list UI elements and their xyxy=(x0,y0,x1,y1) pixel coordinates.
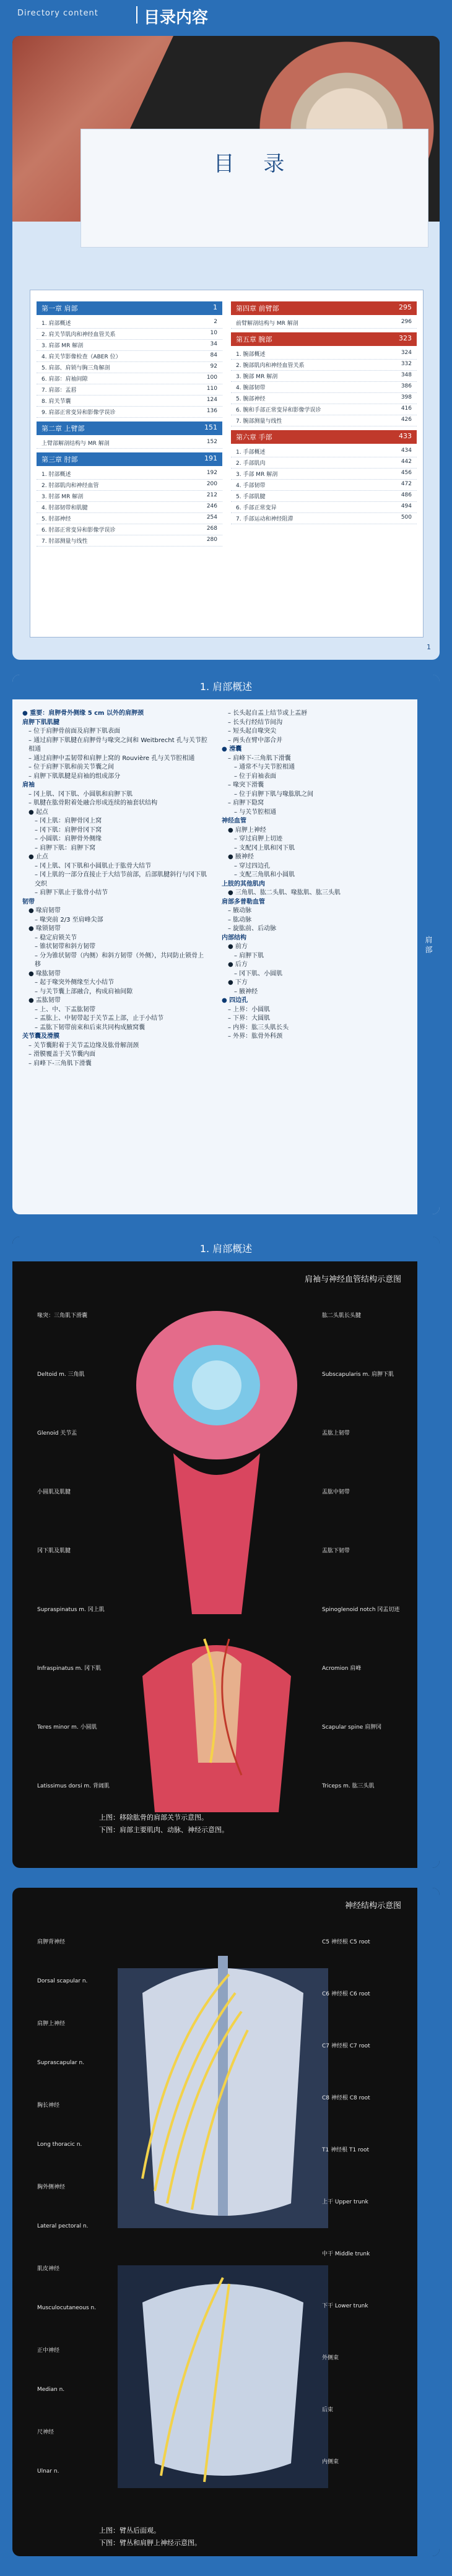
toc-entry-title: 6. 腕和手部正常变异和影像学误诊 xyxy=(236,407,321,413)
anatomy-label: Lateral pectoral n. xyxy=(37,2223,89,2229)
toc-entry-title: 6. 手部正常变异 xyxy=(236,505,277,511)
anatomy-label: 内侧束 xyxy=(322,2459,339,2465)
overview-line: – 支配冈上肌和冈下肌 xyxy=(234,844,295,852)
anatomy-label: Latissimus dorsi m. 背阔肌 xyxy=(37,1783,110,1789)
toc-entry-title: 1. 肩部概述 xyxy=(41,321,71,327)
overview-line: ● 重要：肩胛骨外侧缘 5 cm 以外的肩胛颈 xyxy=(22,710,144,717)
toc-chapter-header[interactable] xyxy=(37,421,222,435)
toc-entry-title: 1. 手部概述 xyxy=(236,449,266,456)
toc-entry-page: 2 xyxy=(214,319,217,325)
anatomy-label: Dorsal scapular n. xyxy=(37,1978,88,1984)
anatomy-label: C8 神经根 C8 root xyxy=(322,2095,370,2101)
toc-entry[interactable] xyxy=(231,513,417,524)
toc-entry-title: 5. 手部肌腱 xyxy=(236,494,266,500)
toc-entry[interactable] xyxy=(231,360,417,371)
toc-entry-page: 472 xyxy=(401,481,412,487)
toc-entry-title: 7. 肩部：盂唇 xyxy=(41,387,77,394)
header-english-label: Directory content xyxy=(17,9,98,18)
chapter-page: 151 xyxy=(204,423,217,431)
contents-title: 目 录 xyxy=(213,152,296,176)
overview-line: ● 肩胛上神经 xyxy=(228,826,266,834)
overview-line: ● 下方 xyxy=(228,979,248,986)
overview-line: – 肩胛下肌 xyxy=(234,952,264,959)
toc-entry-page: 10 xyxy=(210,330,217,336)
overview-line: – 外界：肱骨外科颈 xyxy=(228,1033,283,1040)
overview-line: – 长头起自盂上结节或上盂唇 xyxy=(228,710,308,717)
anatomy-label: 肩胛背神经 xyxy=(37,1939,66,1945)
anatomy-label: Suprascapular n. xyxy=(37,2060,85,2066)
overview-line: 韧带 xyxy=(22,898,35,905)
overview-line: – 冈下肌、小圆肌 xyxy=(234,970,283,977)
toc-entry-page: 110 xyxy=(206,386,217,392)
toc-entry[interactable] xyxy=(231,491,417,502)
anatomy-label: 盂肱上韧带 xyxy=(322,1430,350,1437)
toc-entry[interactable] xyxy=(231,415,417,426)
overview-line: – 稳定肩锁关节 xyxy=(35,934,77,941)
page-number: 1 xyxy=(427,643,431,651)
toc-entry[interactable] xyxy=(231,480,417,491)
toc-entry-title: 8. 肩关节囊 xyxy=(41,399,71,405)
overview-line: – 腋动脉 xyxy=(228,907,252,914)
toc-entry-page: 500 xyxy=(401,514,412,521)
side-tab xyxy=(417,1888,440,2556)
overview-line: – 锥状韧带和斜方韧带 xyxy=(35,943,96,950)
anatomy-label: C5 神经根 C5 root xyxy=(322,1939,370,1945)
overview-line: – 肩峰下-三角肌下滑囊 xyxy=(228,754,291,762)
toc-chapter-header[interactable] xyxy=(231,430,417,444)
anatomy-label: Musculocutaneous n. xyxy=(37,2305,97,2311)
toc-chapter-header[interactable] xyxy=(37,301,222,315)
anatomy-label: 外侧束 xyxy=(322,2355,339,2361)
anatomy-label: 喙突：三角肌下滑囊 xyxy=(37,1313,88,1319)
nerve-plate xyxy=(12,1888,440,2556)
anatomy-label: Spinoglenoid notch 冈盂切迹 xyxy=(322,1607,400,1613)
toc-entry[interactable] xyxy=(37,340,222,351)
toc-entry[interactable] xyxy=(231,469,417,480)
chapter-page: 1 xyxy=(213,303,217,311)
toc-entry[interactable] xyxy=(231,382,417,393)
overview-line: ● 后方 xyxy=(228,961,248,968)
toc-entry[interactable] xyxy=(231,457,417,469)
toc-entry-page: 486 xyxy=(401,492,412,498)
toc-entry-page: 192 xyxy=(206,470,217,476)
overview-line: 关节囊及滑膜 xyxy=(22,1033,59,1040)
toc-entry-page: 434 xyxy=(401,447,412,454)
overview-line: ● 滑囊 xyxy=(222,746,242,753)
overview-line: – 位于肩袖表面 xyxy=(234,772,277,780)
overview-line: 肩袖 xyxy=(22,782,35,789)
overview-line: – 滑膜覆盖于关节囊内面 xyxy=(28,1051,96,1058)
toc-entry[interactable] xyxy=(37,384,222,395)
anatomy-label: 小圆肌及肌腱 xyxy=(37,1489,71,1495)
overview-line: – 盂肱上、中韧带起于关节盂上部，止于小结节 xyxy=(35,1015,164,1022)
toc-entry[interactable] xyxy=(231,404,417,415)
overview-line: – 肱动脉 xyxy=(228,916,252,923)
overview-line: – 关节囊附着于关节盂边缘及肱骨解剖颈 xyxy=(28,1042,139,1049)
toc-entry-title: 2. 肩关节肌肉和神经血管关系 xyxy=(41,332,116,338)
overview-line: – 通常不与关节腔相通 xyxy=(234,764,295,771)
toc-entry-page: 386 xyxy=(401,383,412,389)
anatomy-label: Deltoid m. 三角肌 xyxy=(37,1372,85,1378)
toc-entry-page: 100 xyxy=(206,374,217,381)
toc-entry[interactable] xyxy=(37,480,222,491)
toc-entry-page: 348 xyxy=(401,372,412,378)
toc-entry-page: 124 xyxy=(206,397,217,403)
toc-entry-title: 4. 肩关节影像检查（ABER 位） xyxy=(41,354,121,360)
anatomy-label: T1 神经根 T1 root xyxy=(322,2147,370,2153)
chapter-page: 433 xyxy=(399,432,412,440)
plate-header: 1. 肩部概述 xyxy=(12,1237,440,1261)
toc-entry[interactable] xyxy=(37,513,222,524)
overview-line: – 下界：大圆肌 xyxy=(228,1015,271,1022)
contents-page xyxy=(12,36,440,660)
toc-entry[interactable] xyxy=(231,318,417,329)
overview-line: ● 前方 xyxy=(228,943,248,950)
toc-entry-title: 3. 肩部 MR 解剖 xyxy=(41,343,84,349)
anatomy-label: 肩胛上神经 xyxy=(37,2021,66,2027)
overview-line: – 与关节囊上部融合，构成肩袖间隙 xyxy=(35,988,133,995)
toc-entry[interactable] xyxy=(231,393,417,404)
anatomy-label: 尺神经 xyxy=(37,2429,54,2436)
overview-line: – 肩胛下隐窝 xyxy=(228,800,264,806)
overview-line: – 肩胛下肌肌腱是肩袖的组成部分 xyxy=(28,772,121,780)
overview-line: – 肌腱在肱骨附着处融合形成连续的袖套状结构 xyxy=(28,800,158,806)
overview-line: – 位于肩胛骨前面及肩胛下肌表面 xyxy=(28,728,121,735)
toc-entry[interactable] xyxy=(37,395,222,407)
toc-entry-page: 426 xyxy=(401,417,412,423)
toc-entry-page: 268 xyxy=(206,525,217,532)
overview-line: ● 起点 xyxy=(28,808,48,816)
toc-chapter-header[interactable] xyxy=(231,301,417,315)
anatomy-label: 胸长神经 xyxy=(37,2103,60,2109)
toc-entry-title: 6. 肘部正常变异和影像学误诊 xyxy=(41,527,116,534)
overview-line: – 与关节腔相通 xyxy=(234,808,277,816)
anatomy-label: 下干 Lower trunk xyxy=(322,2303,368,2309)
toc-entry-title: 4. 肘部韧带和肌腱 xyxy=(41,505,88,511)
toc-entry[interactable] xyxy=(37,491,222,502)
toc-entry[interactable] xyxy=(37,502,222,513)
overview-line: – 喙突前 2/3 至肩峰尖部 xyxy=(35,916,103,923)
overview-line: – 位于肩胛下肌和前关节囊之间 xyxy=(28,764,115,771)
muscle-plate xyxy=(12,1237,440,1868)
toc-entry-page: 200 xyxy=(206,481,217,487)
anatomy-label: Long thoracic n. xyxy=(37,2142,82,2148)
anatomy-label: Triceps m. 肱三头肌 xyxy=(322,1783,375,1789)
overview-line: ● 喙锁韧带 xyxy=(28,925,61,932)
anatomy-label: Supraspinatus m. 冈上肌 xyxy=(37,1607,105,1613)
chapter-page: 191 xyxy=(204,454,217,462)
toc-entry-title: 3. 腕部 MR 解剖 xyxy=(236,374,278,380)
toc-entry[interactable] xyxy=(231,502,417,513)
chapter-page: 295 xyxy=(399,303,412,311)
overview-line: – 冈下肌：肩胛骨冈下窝 xyxy=(35,826,102,834)
anatomy-label: Infraspinatus m. 冈下肌 xyxy=(37,1666,102,1672)
overview-line: – 支配三角肌和小圆肌 xyxy=(234,871,295,878)
toc-entry[interactable] xyxy=(37,373,222,384)
table-of-contents xyxy=(30,290,424,638)
toc-entry[interactable] xyxy=(231,348,417,360)
overview-line: – 冈上肌的一部分直接止于大结节前部，后部肌腱斜行与冈下肌交织 xyxy=(35,871,207,888)
anatomy-label: Subscapularis m. 肩胛下肌 xyxy=(322,1372,394,1378)
overview-line: – 两头在臂中部合并 xyxy=(228,737,283,744)
overview-line: ● 腋神经 xyxy=(228,854,254,860)
overview-line: – 通过肩胛下肌腱在肩胛骨与喙突之间和 Weitbrecht 孔与关节腔相通 xyxy=(28,737,207,753)
overview-line: – 穿过肩胛上切迹 xyxy=(234,836,283,842)
toc-entry-page: 398 xyxy=(401,394,412,400)
toc-entry-title: 2. 腕部肌肉和神经血管关系 xyxy=(236,363,305,369)
overview-line: 肩胛下肌肌腱 xyxy=(22,719,59,726)
anatomy-label: Scapular spine 肩胛冈 xyxy=(322,1724,382,1731)
anatomy-label: 中干 Middle trunk xyxy=(322,2251,370,2257)
overview-line: – 肩峰下-三角肌下滑囊 xyxy=(28,1060,92,1067)
overview-line: – 分为锥状韧带（内侧）和斜方韧带（外侧），共同防止锁骨上移 xyxy=(35,952,204,968)
overview-page xyxy=(12,675,440,1214)
toc-entry-page: 34 xyxy=(210,341,217,347)
overview-line: 上肢的其他肌肉 xyxy=(222,880,265,888)
toc-entry-page: 494 xyxy=(401,503,412,509)
anatomy-label: 正中神经 xyxy=(37,2348,60,2354)
toc-entry-title: 2. 肘部肌肉和神经血管 xyxy=(41,483,99,489)
overview-line: ● 盂肱韧带 xyxy=(28,997,61,1004)
overview-line: – 穿过四边孔 xyxy=(234,862,271,870)
overview-line: – 起于喙突外侧缘至大小结节 xyxy=(35,979,115,986)
toc-entry-title: 4. 腕部韧带 xyxy=(236,385,266,391)
toc-entry-page: 280 xyxy=(206,537,217,543)
overview-line: – 上、中、下盂肱韧带 xyxy=(35,1006,96,1013)
toc-entry-title: 1. 肘部概述 xyxy=(41,472,71,478)
toc-entry-title: 7. 腕部测量与线性 xyxy=(236,418,282,425)
caption-2: 下图：肩部主要肌肉、动脉、神经示意图。 xyxy=(99,1826,228,1834)
overview-line: – 肩胛下肌：肩胛下窝 xyxy=(35,844,96,852)
side-tab xyxy=(417,1237,440,1868)
overview-line: ● 止点 xyxy=(28,854,48,860)
toc-entry-title: 7. 手部运动和神经阻滞 xyxy=(236,516,293,522)
top-header-bar xyxy=(0,0,452,30)
header-separator xyxy=(136,6,137,24)
chapter-title: 第五章 腕部 xyxy=(236,335,272,344)
overview-line: ● 三角肌、肱二头肌、喙肱肌、肱三头肌 xyxy=(228,889,341,896)
overview-line: – 肩胛下肌止于肱骨小结节 xyxy=(35,889,108,896)
chapter-title: 第四章 前臂部 xyxy=(236,305,279,313)
toc-entry-title: 4. 手部韧带 xyxy=(236,483,266,489)
anatomy-label: C7 神经根 C7 root xyxy=(322,2043,370,2049)
toc-entry-title: 5. 肘部神经 xyxy=(41,516,71,522)
overview-line: – 位于肩胛下肌与喙肱肌之间 xyxy=(234,790,314,798)
shoulder-muscle-illustration xyxy=(118,1292,316,1825)
title-band xyxy=(80,129,428,248)
overview-line: – 腋神经 xyxy=(234,988,258,995)
plate-title: 肩袖与神经血管结构示意图 xyxy=(304,1275,401,1284)
overview-line: – 内界：肱三头肌长头 xyxy=(228,1024,289,1031)
toc-entry[interactable] xyxy=(37,329,222,340)
toc-entry[interactable] xyxy=(231,371,417,382)
toc-entry[interactable] xyxy=(37,318,222,329)
toc-entry-page: 152 xyxy=(206,439,217,445)
plate-title: 神经结构示意图 xyxy=(344,1901,401,1911)
toc-entry-title: 6. 肩部：肩袖间隙 xyxy=(41,376,88,383)
overview-line: ● 四边孔 xyxy=(222,997,248,1004)
chapter-title: 第六章 手部 xyxy=(236,433,272,441)
toc-entry[interactable] xyxy=(37,407,222,418)
chapter-page: 323 xyxy=(399,334,412,342)
header-chinese-title: 目录内容 xyxy=(144,9,209,27)
toc-entry-title: 2. 手部肌肉 xyxy=(236,460,266,467)
side-tab: 肩 部 xyxy=(417,675,440,1214)
overview-line: – 小圆肌：肩胛骨外侧缘 xyxy=(35,836,102,842)
anatomy-label: Acromion 肩峰 xyxy=(322,1666,362,1672)
toc-entry-page: 254 xyxy=(206,514,217,521)
toc-entry-page: 296 xyxy=(401,319,412,325)
toc-entry-title: 3. 手部 MR 解剖 xyxy=(236,472,278,478)
anatomy-label: 胸外侧神经 xyxy=(37,2184,66,2190)
toc-right-column xyxy=(231,298,417,524)
anatomy-label: C6 神经根 C6 root xyxy=(322,1991,370,1997)
overview-line: – 上界：小圆肌 xyxy=(228,1006,271,1013)
toc-entry-title: 3. 肘部 MR 解剖 xyxy=(41,494,84,500)
toc-entry-page: 442 xyxy=(401,459,412,465)
overview-line: – 通过肩胛中盂韧带和肩胛上窝的 Rouvière 孔与关节腔相通 xyxy=(28,754,195,762)
toc-entry-title: 9. 肩部正常变异和影像学误诊 xyxy=(41,410,116,416)
chapter-title: 第三章 肘部 xyxy=(41,456,78,464)
overview-line: – 旋肱前、后动脉 xyxy=(228,925,277,932)
toc-entry-title: 5. 腕部神经 xyxy=(236,396,266,402)
overview-line: – 短头起自喙突尖 xyxy=(228,728,277,735)
anatomy-label: 盂肱中韧带 xyxy=(322,1489,350,1495)
toc-entry-title: 前臂解剖结构与 MR 解剖 xyxy=(236,321,298,327)
toc-entry-page: 332 xyxy=(401,361,412,367)
toc-entry-title: 7. 肘部测量与线性 xyxy=(41,538,88,545)
caption-1: 上图：移除肱骨的肩部关节示意图。 xyxy=(99,1813,208,1822)
anatomy-label: 上干 Upper trunk xyxy=(322,2199,368,2205)
overview-line: – 冈上肌、冈下肌和小圆肌止于肱骨大结节 xyxy=(35,862,152,870)
overview-line: – 喙突下滑囊 xyxy=(228,782,264,789)
overview-right-column xyxy=(222,709,407,1042)
anatomy-label: 后束 xyxy=(322,2407,334,2413)
toc-chapter-header[interactable] xyxy=(37,452,222,466)
anatomy-label: 肱二头肌长头腱 xyxy=(322,1313,362,1319)
toc-entry[interactable] xyxy=(37,351,222,362)
overview-line: – 冈上肌：肩胛骨冈上窝 xyxy=(35,818,102,824)
toc-entry-page: 246 xyxy=(206,503,217,509)
anatomy-label: 肌皮神经 xyxy=(37,2266,60,2272)
toc-entry[interactable] xyxy=(231,446,417,457)
overview-line: ● 喙肱韧带 xyxy=(28,970,61,977)
toc-entry-page: 136 xyxy=(206,408,217,414)
chapter-title: 第二章 上臂部 xyxy=(41,425,85,433)
anatomy-label: Glenoid 关节盂 xyxy=(37,1430,77,1437)
anatomy-label: Median n. xyxy=(37,2387,65,2393)
anatomy-label: Ulnar n. xyxy=(37,2468,59,2474)
caption-2: 下图：臂丛和肩胛上神经示意图。 xyxy=(99,2539,201,2547)
toc-entry-page: 456 xyxy=(401,470,412,476)
overview-line: 神经血管 xyxy=(222,818,246,824)
toc-entry-title: 5. 肩部、肩锁与胸三角解剖 xyxy=(41,365,110,371)
toc-entry-page: 212 xyxy=(206,492,217,498)
caption-1: 上图：臂丛后面观。 xyxy=(99,2526,160,2535)
overview-line: 肩部多普勒血管 xyxy=(222,898,265,905)
brachial-plexus-illustration xyxy=(105,1919,341,2507)
toc-entry[interactable] xyxy=(37,469,222,480)
toc-entry-page: 324 xyxy=(401,350,412,356)
overview-left-column xyxy=(22,709,208,1068)
toc-entry-title: 1. 腕部概述 xyxy=(236,352,266,358)
toc-entry[interactable] xyxy=(37,535,222,547)
toc-entry-title: 上臂部解剖结构与 MR 解剖 xyxy=(41,441,110,447)
toc-chapter-header[interactable] xyxy=(231,332,417,346)
toc-entry[interactable] xyxy=(37,438,222,449)
overview-line: – 长头行经结节间沟 xyxy=(228,719,283,726)
anatomy-label: 盂肱下韧带 xyxy=(322,1548,350,1554)
toc-entry[interactable] xyxy=(37,362,222,373)
overview-line: – 冈上肌、冈下肌、小圆肌和肩胛下肌 xyxy=(28,790,133,798)
overview-line: – 盂肱下韧带前束和后束共同构成腋窝囊 xyxy=(35,1024,146,1031)
toc-entry-page: 92 xyxy=(210,363,217,370)
overview-header: 1. 肩部概述 xyxy=(12,675,440,699)
overview-line: 内部结构 xyxy=(222,934,246,941)
toc-left-column xyxy=(37,298,222,547)
overview-line: ● 喙肩韧带 xyxy=(28,907,61,914)
toc-entry-page: 84 xyxy=(210,352,217,358)
chapter-title: 第一章 肩部 xyxy=(41,305,78,313)
toc-entry-page: 416 xyxy=(401,405,412,412)
anatomy-label: 冈下肌及肌腱 xyxy=(37,1548,71,1554)
anatomy-label: Teres minor m. 小圆肌 xyxy=(37,1724,97,1731)
toc-entry[interactable] xyxy=(37,524,222,535)
